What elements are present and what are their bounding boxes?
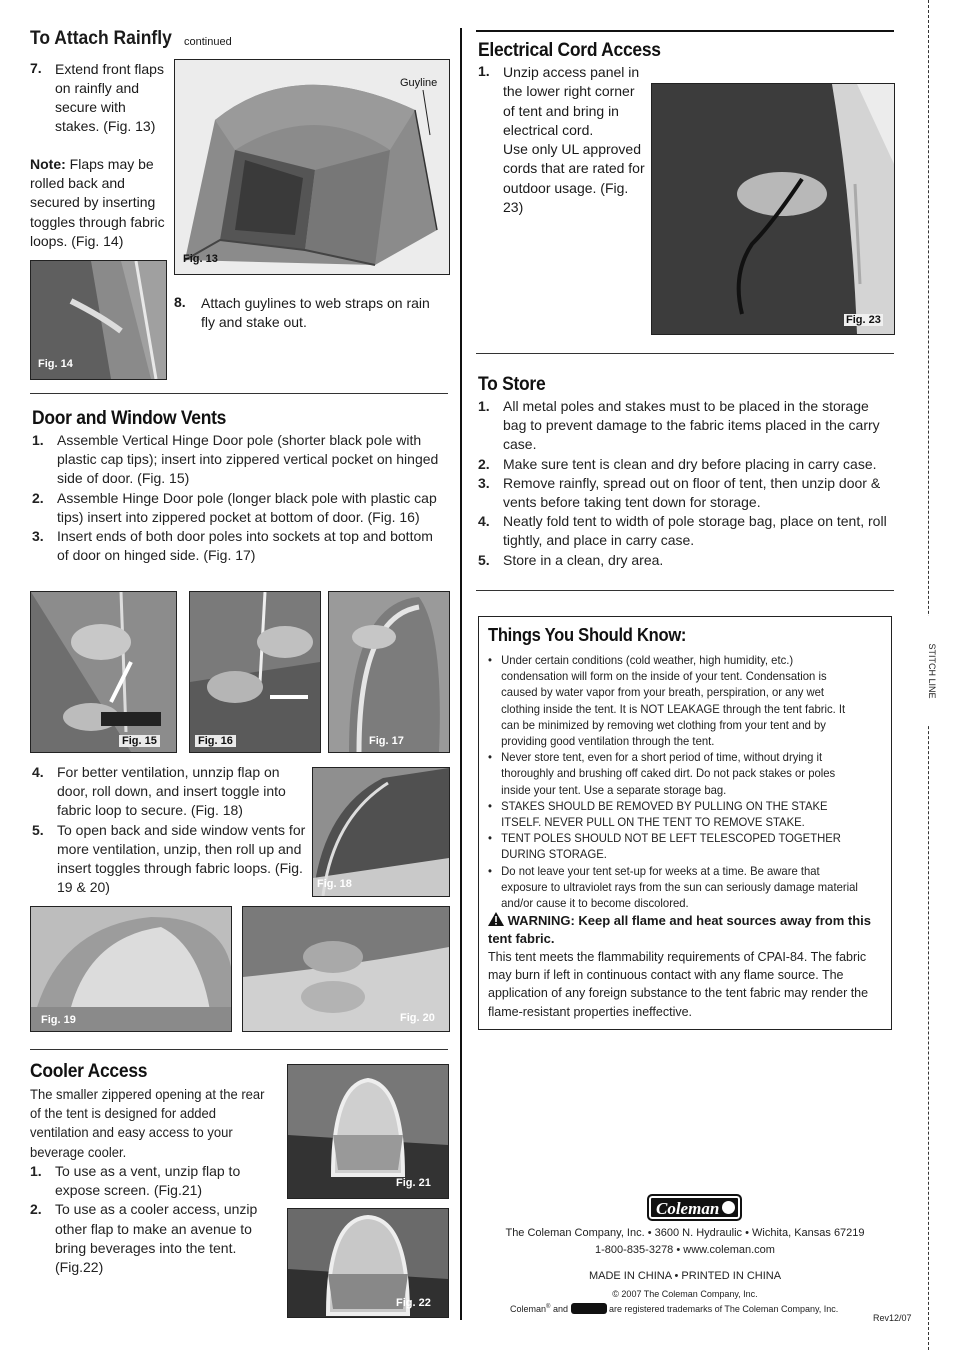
guyline-label: Guyline xyxy=(400,77,438,89)
warning-icon xyxy=(488,912,504,926)
cooler-steps-list xyxy=(30,1162,280,1277)
list-item: • TENT POLES SHOULD NOT BE LEFT TELESCOPED TOGETHER DURING STORAGE. xyxy=(488,830,862,862)
figure-23-photo xyxy=(651,83,895,335)
step-text-2: Use only UL approved cords that are rated for outdoor usage. (Fig. 23) xyxy=(503,141,645,215)
divider xyxy=(476,590,894,591)
list-item: 2. Make sure tent is clean and dry before placing in carry case. xyxy=(478,455,877,472)
rainfly-title: To Attach Rainfly xyxy=(30,28,172,49)
company-address: The Coleman Company, Inc. • 3600 N. Hydraulic • Wichita, Kansas 67219 xyxy=(505,1227,865,1239)
coleman-mini-logo xyxy=(571,1303,607,1314)
store-steps-list xyxy=(478,397,894,570)
step-text: Unzip access panel in the lower right corner of tent and bring in electrical cord. xyxy=(503,64,640,138)
fig-17-caption: Fig. 17 xyxy=(369,735,404,747)
fig-13-caption: Fig. 13 xyxy=(183,253,218,265)
list-item: 4. For better ventilation, unnzip flap on door, roll down, and insert toggle into fabric loop to secure. (Fig. 18) xyxy=(32,764,286,819)
fig-14-caption: Fig. 14 xyxy=(38,358,73,370)
fig-19-caption: Fig. 19 xyxy=(41,1014,76,1026)
list-item: 1. Assemble Vertical Hinge Door pole (shorter black pole with plastic cap tips); insert into zippered vertical pocket on hinged side of door. (Fig. 15) xyxy=(32,432,439,487)
made-in-china: MADE IN CHINA • PRINTED IN CHINA xyxy=(588,1270,782,1282)
know-bullets xyxy=(488,652,886,911)
rainfly-title-row xyxy=(30,28,450,54)
step-text: Attach guylines to web straps on rain fly and stake out. xyxy=(201,295,430,331)
things-to-know-box xyxy=(478,616,892,1030)
warning-text: WARNING: Keep all flame and heat sources away from this tent fabric. xyxy=(488,913,871,946)
list-item: 1. All metal poles and stakes must to be placed in the storage bag to prevent damage to the fabric items placed in the carry case. xyxy=(478,398,880,453)
figure-21-photo xyxy=(287,1064,449,1199)
know-title: Things You Should Know: xyxy=(488,625,687,645)
figure-17-photo xyxy=(328,591,450,753)
fig-22-caption: Fig. 22 xyxy=(396,1297,431,1309)
list-item: 1. To use as a vent, unzip flap to expose screen. (Fig.21) xyxy=(30,1163,241,1199)
list-item: 5. To open back and side window vents for more ventilation, unzip, then roll up and insert toggles through fabric loops. (Fig. 19 & 20) xyxy=(32,821,306,896)
warning-block xyxy=(488,912,888,948)
column-divider xyxy=(460,28,462,1320)
revision: Rev12/07 xyxy=(873,1313,912,1323)
divider xyxy=(30,1049,448,1050)
figure-20-photo xyxy=(242,906,450,1032)
step-number: 7. xyxy=(30,60,42,76)
divider xyxy=(30,393,448,394)
door-vents-title: Door and Window Vents xyxy=(32,408,227,429)
coleman-logo: Coleman xyxy=(647,1194,742,1221)
cooler-intro: The smaller zippered opening at the rear of the tent is designed for added ventilation and easy access to your beverage cooler. xyxy=(30,1086,265,1160)
step-number: 1. xyxy=(478,63,490,79)
door-steps-list-2 xyxy=(32,763,310,897)
figure-14-photo xyxy=(30,260,167,380)
list-item: • Do not leave your tent set-up for weeks at a time. Be aware that exposure to ultraviolet rays from the sun can seriously damage material and/or cause it to become discolored. xyxy=(488,863,862,912)
note-text: Flaps may be rolled back and secured by inserting toggles through fabric loops. (Fig. 14) xyxy=(30,156,165,249)
fig-16-caption: Fig. 16 xyxy=(195,735,236,747)
step-text: Extend front flaps on rainfly and secure with stakes. (Fig. 13) xyxy=(55,61,164,134)
tent-illustration xyxy=(175,60,449,274)
fig-21-caption: Fig. 21 xyxy=(396,1177,431,1189)
divider xyxy=(476,30,894,32)
trademark-line: Coleman® and are registered trademarks of The Coleman Company, Inc. xyxy=(510,1304,839,1314)
company-contact: 1-800-835-3278 • www.coleman.com xyxy=(595,1244,775,1256)
fig-23-caption: Fig. 23 xyxy=(846,314,881,326)
list-item: 3. Insert ends of both door poles into sockets at top and bottom of door on hinged side. (Fig. 17) xyxy=(32,528,433,564)
figure-13-tent-photo xyxy=(174,59,450,275)
figure-16-photo xyxy=(189,591,321,753)
list-item: 3. Remove rainfly, spread out on floor of tent, then unzip door & vents before taking tent down for storage. xyxy=(478,474,881,511)
fig-15-caption: Fig. 15 xyxy=(119,735,160,747)
lantern-icon xyxy=(722,1201,735,1214)
fig-20-caption: Fig. 20 xyxy=(400,1012,435,1024)
door-steps-list xyxy=(32,431,447,565)
list-item: • Never store tent, even for a short period of time, without drying it thoroughly and brushing off caked dirt. Do not pack stakes or poles inside your tent. Use a separate storage bag. xyxy=(488,749,862,798)
flammability-text: This tent meets the flammability requirements of CPAI-84. The fabric may burn if left in continuous contact with any flame source. The application of any foreign substance to the tent fabric may render the flame-resistant properties ineffective. xyxy=(488,950,869,1019)
cooler-title: Cooler Access xyxy=(30,1061,148,1082)
list-item: • STAKES SHOULD BE REMOVED BY PULLING ON THE STAKE ITSELF. NEVER PULL ON THE TENT TO REMOVE STAKE. xyxy=(488,798,862,830)
electrical-title: Electrical Cord Access xyxy=(478,40,661,61)
figure-15-photo xyxy=(30,591,177,753)
list-item: 2. To use as a cooler access, unzip other flap to make an avenue to bring beverages into the tent. (Fig.22) xyxy=(30,1201,258,1276)
figure-18-photo xyxy=(312,767,450,897)
list-item: • Under certain conditions (cold weather, high humidity, etc.) condensation will form on the inside of your tent. Condensation is caused by water vapor from your breath, perspiration, or any wet clothing inside the tent. It is NOT LEAKAGE through the tent fabric. It can be minimized by removing wet clothing from your tent and by providing good ventilation through the tent. xyxy=(488,652,862,749)
divider xyxy=(476,353,894,354)
list-item: 5. Store in a clean, dry area. xyxy=(478,551,664,568)
figure-22-photo xyxy=(287,1208,449,1318)
list-item: 2. Assemble Hinge Door pole (longer black pole with plastic cap tips) insert into zippered pocket at bottom of door. (Fig. 16) xyxy=(32,489,437,525)
store-title: To Store xyxy=(478,374,546,395)
rainfly-note xyxy=(30,155,172,251)
fig-18-caption: Fig. 18 xyxy=(317,878,352,890)
list-item: 4. Neatly fold tent to width of pole storage bag, place on tent, roll tightly, and place in carry case. xyxy=(478,513,887,549)
step-number: 8. xyxy=(174,294,186,310)
continued-label: continued xyxy=(184,36,232,48)
stitch-line-label: STITCH LINE xyxy=(927,616,937,726)
copyright: © 2007 The Coleman Company, Inc. xyxy=(612,1289,758,1299)
figure-19-photo xyxy=(30,906,232,1032)
note-label: Note: xyxy=(30,156,66,172)
